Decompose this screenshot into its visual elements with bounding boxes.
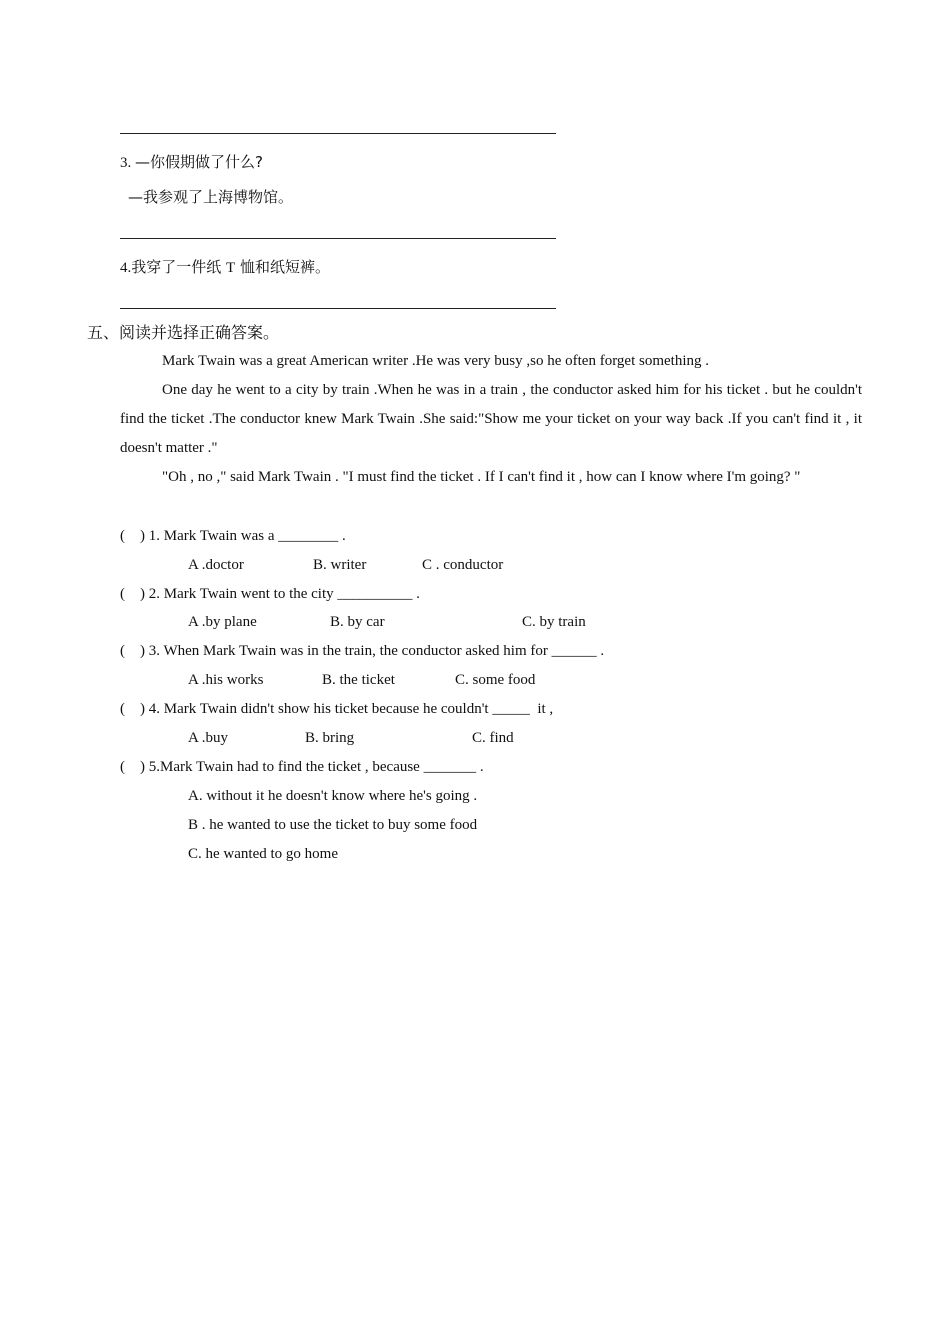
passage-paragraph-3: "Oh , no ," said Mark Twain . "I must find the ticket . If I can't find it , how can I know where I'm going? " [162,469,801,485]
q1-option-c: C . conductor [422,557,504,573]
translation-q3-question [120,152,263,173]
q3-option-b: B. the ticket [322,672,395,688]
question-text: 3. When Mark Twain was in the train, the conductor asked him for ______ . [148,643,605,659]
q4-text-b: 恤和纸短裤。 [235,258,330,276]
answer-line-1 [120,133,556,134]
answer-bracket[interactable]: ( ) [120,528,145,544]
translation-q3-answer: —我参观了上海博物馆。 [128,188,294,206]
question-5 [120,757,484,777]
q3-option-c: C. some food [455,672,536,688]
q5-option-a: A. without it he doesn't know where he's going . [188,788,478,804]
q3-label: 3. [120,155,135,171]
answer-line-3 [120,308,556,309]
q3-question-text: —你假期做了什么? [135,153,263,171]
q4-label: 4. [120,260,132,276]
q1-option-a: A .doctor [188,557,244,573]
translation-q4 [120,257,330,278]
q1-option-b: B. writer [313,557,367,573]
reading-passage [120,347,862,492]
q4-text-a: 我穿了一件纸 [131,258,227,276]
q4-option-a: A .buy [188,730,229,746]
passage-paragraph-2: One day he went to a city by train .When he was in a train , the conductor asked him for his ticket . but he couldn't find the ticket .The conductor knew Mark Twain .She said:"Show me your ticket on your way back .If you can't find it , it doesn't matter ." [120,382,862,456]
answer-bracket[interactable]: ( ) [120,701,145,717]
answer-bracket[interactable]: ( ) [120,643,145,659]
passage-paragraph-1: Mark Twain was a great American writer .He was very busy ,so he often forget something . [162,353,709,369]
q3-option-a: A .his works [188,672,264,688]
q5-option-b: B . he wanted to use the ticket to buy some food [188,817,478,833]
q5-option-c: C. he wanted to go home [188,846,338,862]
q4-option-b: B. bring [305,730,355,746]
question-text: 2. Mark Twain went to the city __________ . [148,586,420,602]
answer-bracket[interactable]: ( ) [120,586,145,602]
section-title: 五、阅读并选择正确答案。 [87,323,280,342]
q2-option-b: B. by car [330,614,385,630]
answer-line-2 [120,238,556,239]
question-text: 5.Mark Twain had to find the ticket , because _______ . [148,759,484,775]
q2-option-c: C. by train [522,614,586,630]
answer-bracket[interactable]: ( ) [120,759,145,775]
question-4 [120,699,553,719]
question-text: 4. Mark Twain didn't show his ticket because he couldn't _____ it , [148,701,554,717]
question-2 [120,584,420,604]
q4-option-c: C. find [472,730,514,746]
question-1 [120,526,346,546]
question-text: 1. Mark Twain was a ________ . [148,528,346,544]
q2-option-a: A .by plane [188,614,257,630]
question-3 [120,641,604,661]
q4-text-t: T [226,260,236,276]
